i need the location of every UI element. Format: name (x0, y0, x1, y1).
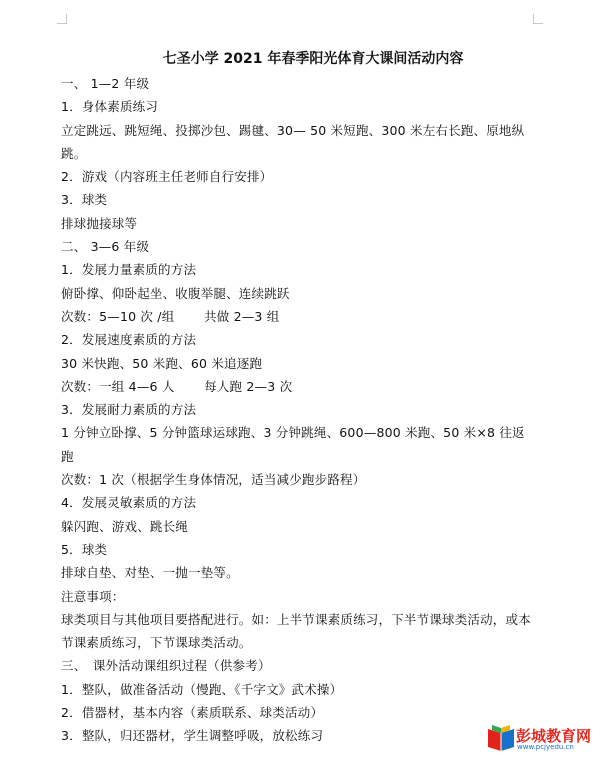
paragraph: 1 分钟立卧撑、5 分钟篮球运球跑、3 分钟跳绳、600—800 米跑、50 米×8 往返跑 (61, 425, 525, 464)
document-title: 七圣小学 2021 年春季阳光体育大课间活动内容 (162, 51, 464, 67)
section-heading-procedure: 三、 课外活动课组织过程（供参考） (61, 658, 271, 674)
procedure-step: 1．整队，做准备活动（慢跑、《千字文》武术操） (61, 681, 343, 697)
item-heading: 5．球类 (61, 541, 108, 557)
item-heading: 2．发展速度素质的方法 (61, 332, 197, 348)
paragraph: 球类项目与其他项目要搭配进行。如：上半节课素质练习，下半节课球类活动，或本节课素质练习，下节课球类活动。 (61, 611, 531, 651)
item-heading: 3．球类 (61, 192, 108, 208)
page-margin-mark-top-right (533, 14, 543, 24)
item-heading: 1．身体素质练习 (61, 99, 159, 115)
paragraph: 排球自垫、对垫、一抛一垫等。 (61, 565, 239, 581)
item-heading: 3．发展耐力素质的方法 (61, 402, 197, 418)
procedure-step: 2．借器材，基本内容（素质联系、球类活动） (61, 705, 324, 721)
paragraph: 次数：1 次（根据学生身体情况，适当减少跑步路程） (61, 472, 366, 488)
item-heading: 1．发展力量素质的方法 (61, 262, 197, 278)
paragraph: 排球抛接球等 (61, 215, 138, 231)
procedure-step: 3．整队，归还器材，学生调整呼吸，放松练习 (61, 728, 324, 744)
site-watermark (486, 724, 592, 754)
section-heading-grade-1-2: 一、 1—2 年级 (61, 76, 150, 91)
page-margin-mark-top-left (57, 14, 67, 24)
paragraph: 次数：5—10 次 /组 共做 2—3 组 (61, 308, 280, 324)
book-logo-icon (486, 725, 516, 753)
paragraph: 躲闪跑、游戏、跳长绳 (61, 518, 189, 534)
paragraph: 立定跳远、跳短绳、投掷沙包、踢毽、30— 50 米短跑、300 米左右长跑、原地纵跳。 (61, 122, 525, 161)
watermark-site-name: 彭城教育网 (516, 727, 592, 745)
notes-heading: 注意事项： (61, 588, 125, 604)
paragraph: 次数：一组 4—6 人 每人跑 2—3 次 (61, 378, 293, 394)
document-body (61, 48, 541, 748)
item-heading: 4．发展灵敏素质的方法 (61, 495, 197, 511)
paragraph: 俯卧撑、仰卧起坐、收腹举腿、连续跳跃 (61, 285, 290, 301)
item-heading: 2．游戏（内容班主任老师自行安排） (61, 169, 273, 185)
watermark-site-url: www.pcjyedu.cn (517, 743, 574, 751)
section-heading-grade-3-6: 二、 3—6 年级 (61, 239, 150, 255)
paragraph: 30 米快跑、50 米跑、60 米追逐跑 (61, 355, 263, 371)
